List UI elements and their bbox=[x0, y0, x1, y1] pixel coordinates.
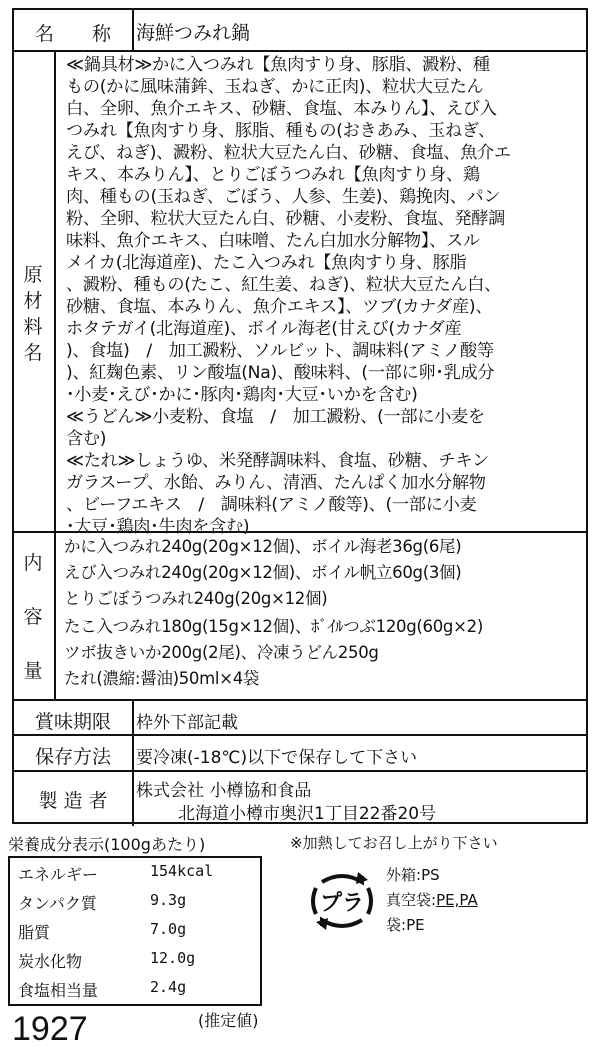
ingredients-line: 、ビーフエキス / 調味料(アミノ酸等)、(一部に小麦 bbox=[66, 495, 477, 515]
divider bbox=[14, 50, 586, 52]
nutrition-row bbox=[10, 858, 260, 887]
ingredients-line: えび、ねぎ)、澱粉、粒状大豆たん白、砂糖、食塩、魚介エ bbox=[66, 143, 511, 163]
contents-label-char: 容 bbox=[23, 606, 43, 628]
packaging-line bbox=[386, 889, 478, 910]
best-before-label: 賞味期限 bbox=[34, 711, 111, 733]
divider bbox=[132, 699, 134, 826]
contents-label-char: 内 bbox=[23, 552, 43, 574]
ingredients-line: 含む) bbox=[66, 429, 107, 449]
nutrient-value: 7.0g bbox=[150, 920, 187, 938]
ingredients-line: 肉、種もの(玉ねぎ、ごぼう、人参、生姜)、鶏挽肉、パン bbox=[66, 187, 501, 207]
nutrient-value: 12.0g bbox=[150, 949, 196, 967]
divider bbox=[14, 770, 586, 772]
best-before-value: 枠外下部記載 bbox=[136, 713, 238, 733]
contents-line: たれ(濃縮:醤油)50ml×4袋 bbox=[64, 669, 260, 688]
ingredients-line: ･小麦･えび･かに･豚肉･鶏肉･大豆･いかを含む) bbox=[66, 385, 418, 405]
contents-line: えび入つみれ240g(20g×12個)、ボイル帆立60g(3個) bbox=[64, 563, 462, 582]
ingredients-line: ≪たれ≫しょうゆ、米発酵調味料、食塩、砂糖、チキン bbox=[66, 451, 489, 471]
nutrient-value: 154kcal bbox=[150, 862, 214, 880]
ingredients-line: ガラスープ、水飴、みりん、清酒、たんぱく加水分解物 bbox=[66, 473, 486, 493]
ingredients-line: 、澱粉、種もの(たこ、紅生姜、ねぎ)、粒状大豆たん白、 bbox=[66, 275, 502, 295]
packaging-line bbox=[386, 864, 440, 885]
packaging-label: 袋: bbox=[386, 916, 407, 934]
ingredients-line: ≪鍋具材≫かに入つみれ【魚肉すり身、豚脂、澱粉、種 bbox=[66, 55, 490, 75]
ingredients-line: つみれ【魚肉すり身、豚脂、種もの(おきあみ、玉ねぎ、 bbox=[66, 121, 495, 141]
packaging-material: PE bbox=[406, 916, 425, 934]
packaging-label: 真空袋: bbox=[386, 891, 437, 909]
nutrient-value: 9.3g bbox=[150, 891, 187, 909]
ingredients-line: キス、本みりん】、とりごぼうつみれ【魚肉すり身、鶏 bbox=[66, 165, 480, 185]
packaging-line bbox=[386, 914, 425, 935]
contents-line: たこ入つみれ180g(15g×12個)、ﾎﾞｲﾙつぶ120g(60g×2) bbox=[64, 617, 483, 636]
ingredients-line: もの(かに風味蒲鉾、玉ねぎ、かに正肉)、粒状大豆たん bbox=[66, 77, 484, 97]
plastic-recycle-icon bbox=[308, 868, 376, 934]
nutrition-row bbox=[10, 887, 260, 916]
contents-line: とりごぼうつみれ240g(20g×12個) bbox=[64, 589, 328, 608]
ingredients-line: 砂糖、食塩、本みりん、魚介エキス】、ツブ(カナダ産)、 bbox=[66, 297, 493, 317]
product-name: 海鮮つみれ鍋 bbox=[136, 22, 251, 44]
manufacturer-company: 株式会社 小樽協和食品 bbox=[136, 781, 312, 801]
nutrition-row bbox=[10, 916, 260, 945]
ingredients-line: 白、全卵、魚介エキス、砂糖、食塩、本みりん】、えび入 bbox=[66, 99, 497, 119]
nutrition-title: 栄養成分表示(100gあたり) bbox=[8, 835, 206, 854]
ingredients-line: 味料、魚介エキス、白味噌、たん白加水分解物】、スル bbox=[66, 231, 480, 251]
ingredients-label-char: 原 bbox=[23, 264, 43, 286]
ingredients-line: メイカ(北海道産)、たこ入つみれ【魚肉すり身、豚脂 bbox=[66, 253, 467, 273]
ingredients-label-char: 名 bbox=[23, 342, 43, 364]
cooking-note: ※加熱してお召し上がり下さい bbox=[290, 834, 498, 852]
ingredients-line: ホタテガイ(北海道産)、ボイル海老(甘えび(カナダ産 bbox=[66, 319, 462, 339]
ingredients-line: ･大豆･鶏肉･牛肉を含む) bbox=[66, 517, 250, 537]
divider bbox=[14, 734, 586, 736]
name-label: 名 称 bbox=[34, 23, 111, 45]
ingredients-label-char: 材 bbox=[23, 290, 43, 312]
ingredients-line: ≪うどん≫小麦粉、食塩 / 加工澱粉、(一部に小麦を bbox=[66, 407, 485, 427]
nutrient-name: 食塩相当量 bbox=[18, 981, 99, 1000]
contents-line: かに入つみれ240g(20g×12個)、ボイル海老36g(6尾) bbox=[64, 537, 462, 556]
nutrition-row bbox=[10, 974, 260, 1003]
lot-code: 1927 bbox=[12, 1010, 88, 1048]
nutrient-value: 2.4g bbox=[150, 978, 187, 996]
food-label-table bbox=[12, 8, 588, 824]
contents-label-char: 量 bbox=[23, 660, 43, 682]
contents-text bbox=[56, 536, 584, 696]
ingredients-line: 粉、全卵、粒状大豆たん白、砂糖、小麦粉、食塩、発酵調 bbox=[66, 209, 506, 229]
ingredients-label-char: 料 bbox=[23, 316, 43, 338]
nutrient-name: タンパク質 bbox=[18, 894, 97, 913]
nutrition-row bbox=[10, 945, 260, 974]
storage-label: 保存方法 bbox=[34, 746, 111, 768]
ingredients-line: )、紅麹色素、リン酸塩(Na)、酸味料、(一部に卵･乳成分 bbox=[66, 363, 495, 383]
ingredients-text bbox=[54, 54, 584, 537]
nutrient-name: 脂質 bbox=[18, 923, 51, 942]
nutrient-name: 炭水化物 bbox=[18, 952, 83, 971]
packaging-material: PS bbox=[421, 866, 440, 884]
packaging-label: 外箱: bbox=[386, 866, 422, 884]
contents-line: ツボ抜きいか200g(2尾)、冷凍うどん250g bbox=[64, 643, 379, 662]
estimated-note: (推定値) bbox=[198, 1011, 259, 1030]
ingredients-line: )、食塩) / 加工澱粉、ソルビット、調味料(アミノ酸等 bbox=[66, 341, 494, 361]
manufacturer-label: 製 造 者 bbox=[38, 790, 108, 812]
divider bbox=[14, 699, 586, 701]
manufacturer-address: 北海道小樽市奥沢1丁目22番20号 bbox=[178, 804, 437, 824]
packaging-material: PE,PA bbox=[436, 891, 478, 909]
storage-value: 要冷凍(-18℃)以下で保存して下さい bbox=[136, 748, 418, 768]
nutrient-name: エネルギー bbox=[18, 865, 99, 884]
recycle-mark-text: プラ bbox=[320, 891, 365, 916]
divider bbox=[132, 10, 134, 50]
nutrition-table bbox=[8, 856, 262, 1006]
